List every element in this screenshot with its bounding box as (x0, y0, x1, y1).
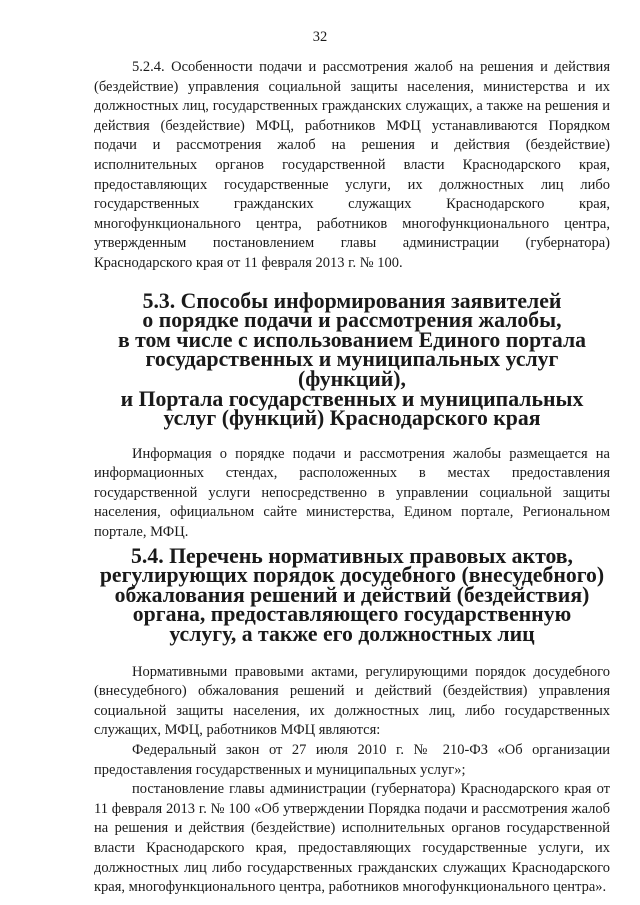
heading-line: услугу, а также его должностных лиц (169, 622, 535, 647)
heading-line: 5.4. Перечень нормативных правовых актов, (131, 543, 573, 568)
paragraph-5-4-intro: Нормативными правовыми актами, регулирующими порядок досудебного (внесудебного) обжалования решений и действий (бездействия) управления социальной защиты населения, их должностных лиц, либо государственных служащих, МФЦ, работников МФЦ являются: (94, 663, 610, 739)
heading-line: обжалования решений и действий (бездействия) (114, 582, 590, 607)
document-body (94, 58, 610, 898)
heading-line: и Портала государственных и муниципальных (120, 386, 584, 411)
heading-line: органа, предоставляющего государственную (132, 602, 572, 627)
paragraph-federal-law: Федеральный закон от 27 июля 2010 г. № 210-ФЗ «Об организации предоставления государственных и муниципальных услуг»; (94, 742, 610, 778)
heading-line: 5.3. Способы информирования заявителей (142, 288, 562, 313)
heading-line: в том числе с использованием Единого портала (117, 327, 587, 352)
paragraph-5-2-4: 5.2.4. Особенности подачи и рассмотрения жалоб на решения и действия (бездействие) управления социальной защиты населения, министерства и их должностных лиц, государственных гражданских служащих, а также на решения и действия (бездействие) МФЦ, работников МФЦ устанавливаются Порядком подачи и рассмотрения жалоб на решения и действия (бездействие) исполнительных органов государственной власти Краснодарского края, предоставляющих государственные услуги, их должностных лиц либо государственных гражданских служащих Краснодарского края, многофункционального центра, работников многофункционального центра, утвержденным постановлением главы администрации (губернатора) Краснодарского края от 11 февраля 2013 г. № 100. (94, 59, 610, 271)
paragraph-5-3: Информация о порядке подачи и рассмотрения жалобы размещается на информационных стендах, расположенных в местах предоставления государственной услуги непосредственно в управлении социальной защиты населения, официальном сайте министерства, Едином портале, Региональном портале, МФЦ. (94, 445, 610, 541)
paragraph-decree: постановление главы администрации (губернатора) Краснодарского края от 11 февраля 2013 г. № 100 «Об утверждении Порядка подачи и рассмотрения жалоб на решения и действия (бездействие) исполнительных органов государственной власти Краснодарского края, предоставляющих государственные услуги, их должностных лиц либо государственных гражданских служащих Краснодарского края, многофункционального центра, работников многофункционального центра». (94, 781, 610, 896)
heading-line: услуг (функций) Краснодарского края (163, 406, 541, 431)
heading-line: государственных и муниципальных услуг (функций), (145, 347, 559, 391)
heading-5-3 (94, 288, 610, 431)
heading-5-4 (94, 543, 610, 647)
heading-line: о порядке подачи и рассмотрения жалобы, (142, 308, 562, 333)
page-number: 32 (312, 29, 328, 45)
heading-line: регулирующих порядок досудебного (внесудебного) (99, 563, 605, 588)
